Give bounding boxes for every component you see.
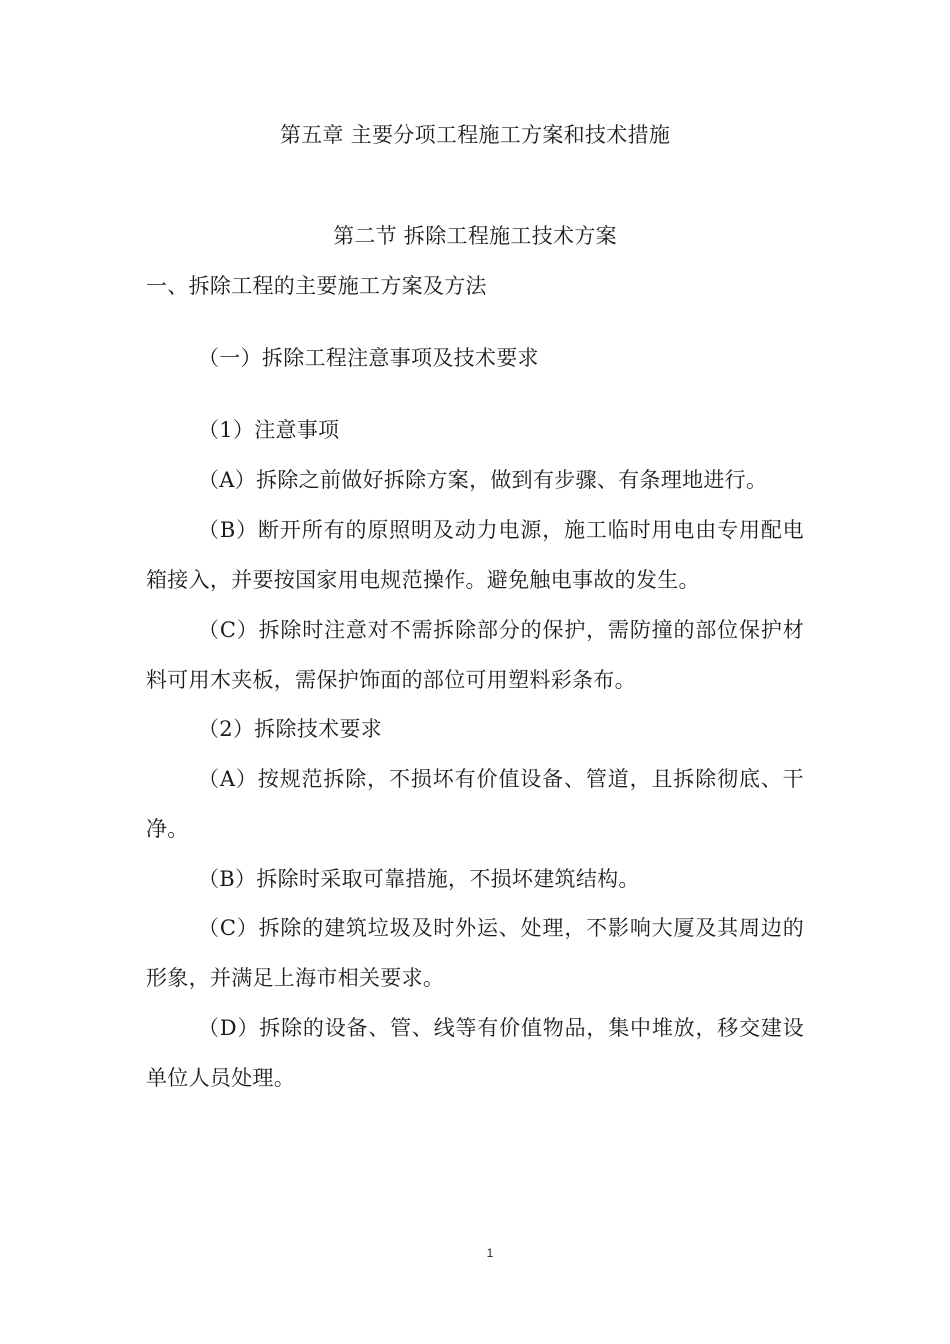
item-2-d-line2: 单位人员处理。 [146,1066,296,1090]
item-1-c-line2: 料可用木夹板，需保护饰面的部位可用塑料彩条布。 [146,668,636,692]
page-number: 1 [486,1246,494,1260]
section-title: 第二节 拆除工程施工技术方案 [333,224,617,248]
item-2-title: （2）拆除技术要求 [198,717,383,741]
chapter-title: 第五章 主要分项工程施工方案和技术措施 [279,123,671,147]
item-2-a-line1: （A）按规范拆除，不损坏有价值设备、管道，且拆除彻底、干 [198,767,804,791]
item-1-a: （A）拆除之前做好拆除方案，做到有步骤、有条理地进行。 [198,468,768,492]
item-1-b-line1: （B）断开所有的原照明及动力电源，施工临时用电由专用配电 [198,518,804,542]
heading-1: 一、拆除工程的主要施工方案及方法 [146,274,487,298]
item-2-c-line2: 形象，并满足上海市相关要求。 [146,966,445,990]
item-1-title: （1）注意事项 [198,418,340,442]
subheading-1: （一）拆除工程注意事项及技术要求 [198,346,539,370]
item-2-c-line1: （C）拆除的建筑垃圾及时外运、处理，不影响大厦及其周边的 [198,916,804,940]
item-2-b: （B）拆除时采取可靠措施，不损坏建筑结构。 [198,867,640,891]
item-1-b-line2: 箱接入，并要按国家用电规范操作。避免触电事故的发生。 [146,568,700,592]
item-1-c-line1: （C）拆除时注意对不需拆除部分的保护，需防撞的部位保护材 [198,618,804,642]
item-2-d-line1: （D）拆除的设备、管、线等有价值物品，集中堆放，移交建设 [198,1016,804,1040]
item-2-a-line2: 净。 [146,817,189,841]
